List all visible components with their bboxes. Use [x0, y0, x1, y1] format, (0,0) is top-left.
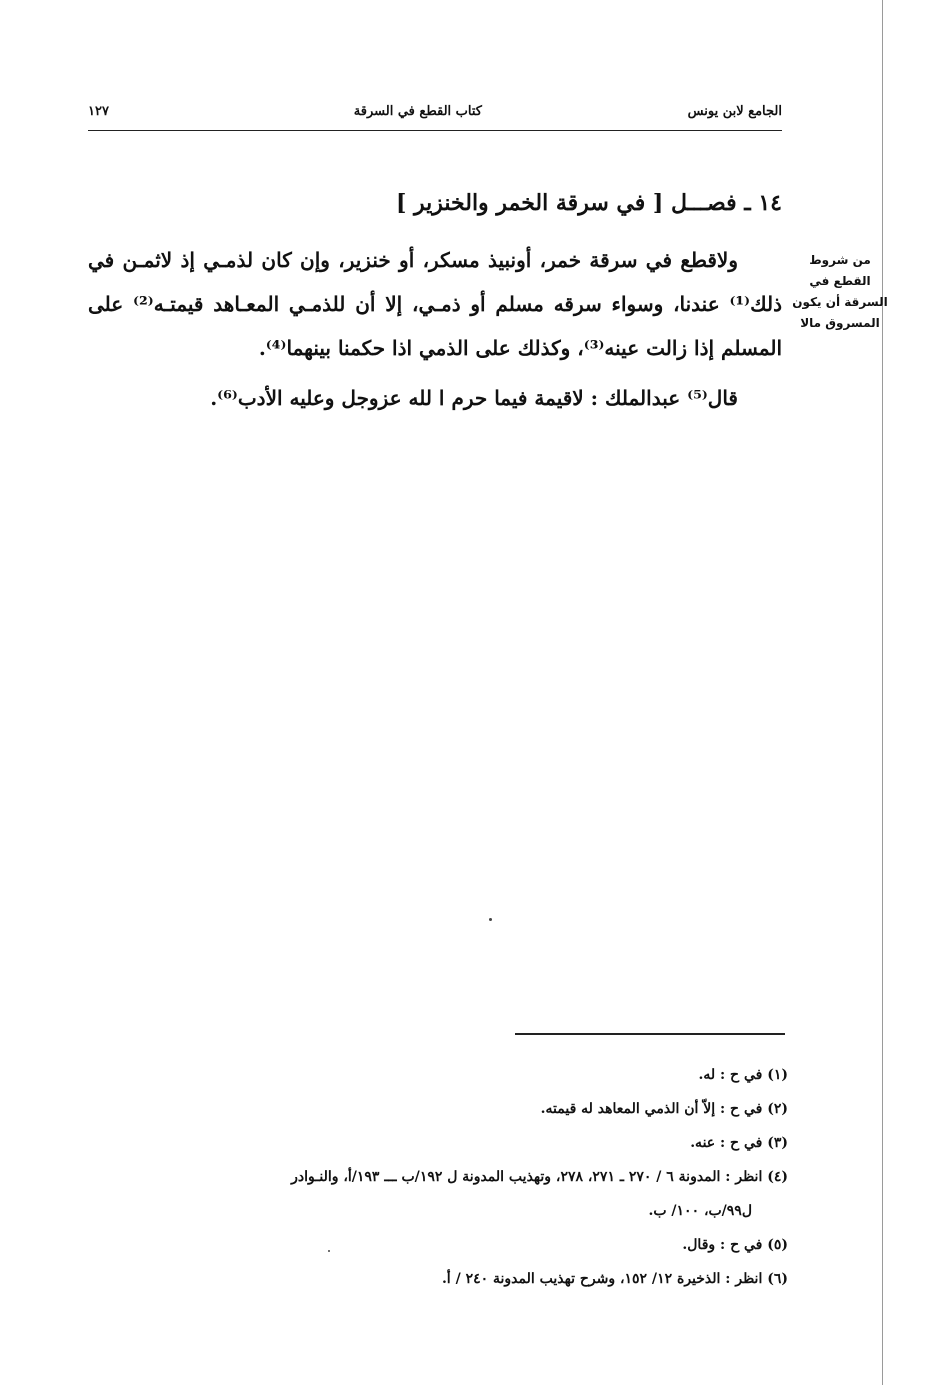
footnote-divider [515, 1033, 785, 1035]
footnote-4: (٤) انظر : المدونة ٦ / ٢٧٠ ـ ٢٧١، ٢٧٨، وتهذيب المدونة ل ١٩٢/ب ـــ ١٩٣/أ، والنـوادر [291, 1169, 788, 1185]
footnote-1: (١) في ح : له. [698, 1067, 788, 1083]
running-header [88, 104, 782, 128]
footnote-3: (٣) في ح : عنه. [690, 1135, 788, 1151]
header-chapter-title: كتاب القطع في السرقة [353, 104, 482, 119]
footnote-6: (٦) انظر : الذخيرة ١٢/ ١٥٢، وشرح تهذيب المدونة ٢٤٠ / أ. [441, 1271, 788, 1287]
margin-note: من شروط القطع في السرقة أن يكون المسروق مالا [792, 253, 888, 330]
page-edge-line [882, 0, 883, 1385]
section-title: ١٤ ـ فصـــل [ في سرقة الخمر والخنزير ] [395, 190, 782, 216]
scan-speck [328, 1250, 330, 1252]
footnote-2: (٢) في ح : إلاّ أن الذمي المعاهد له قيمته. [540, 1101, 788, 1117]
footnote-5: (٥) في ح : وقال. [682, 1237, 788, 1253]
header-book-title: الجامع لابن يونس [687, 104, 782, 119]
header-divider [88, 130, 782, 131]
scan-speck [489, 918, 492, 921]
footnote-4-continuation: ل٩٩/ب، ١٠٠/ ب. [648, 1203, 752, 1219]
paragraph-2: قال⁽⁵⁾ عبدالملك : لاقيمة فيما حرم ا لله عزوجل وعليه الأدب⁽⁶⁾. [210, 386, 738, 410]
footnotes [88, 1058, 788, 1296]
page-number: ١٢٧ [88, 104, 109, 119]
paragraph-1: ولاقطع في سرقة خمر، أونبيذ مسكر، أو خنزير، وإن كان لذمـي إذ لاثمـن في ذلك⁽¹⁾ عندنا، وسواء سرقه مسلم أو ذمـي، إلا أن للذمـي المعـاهد قيمتـه⁽²⁾ على المسلم إذا زالت عينه⁽³⁾، وكذلك على الذمي اذا حكمنا بينهما⁽⁴⁾. [88, 248, 782, 360]
main-text [88, 238, 782, 420]
